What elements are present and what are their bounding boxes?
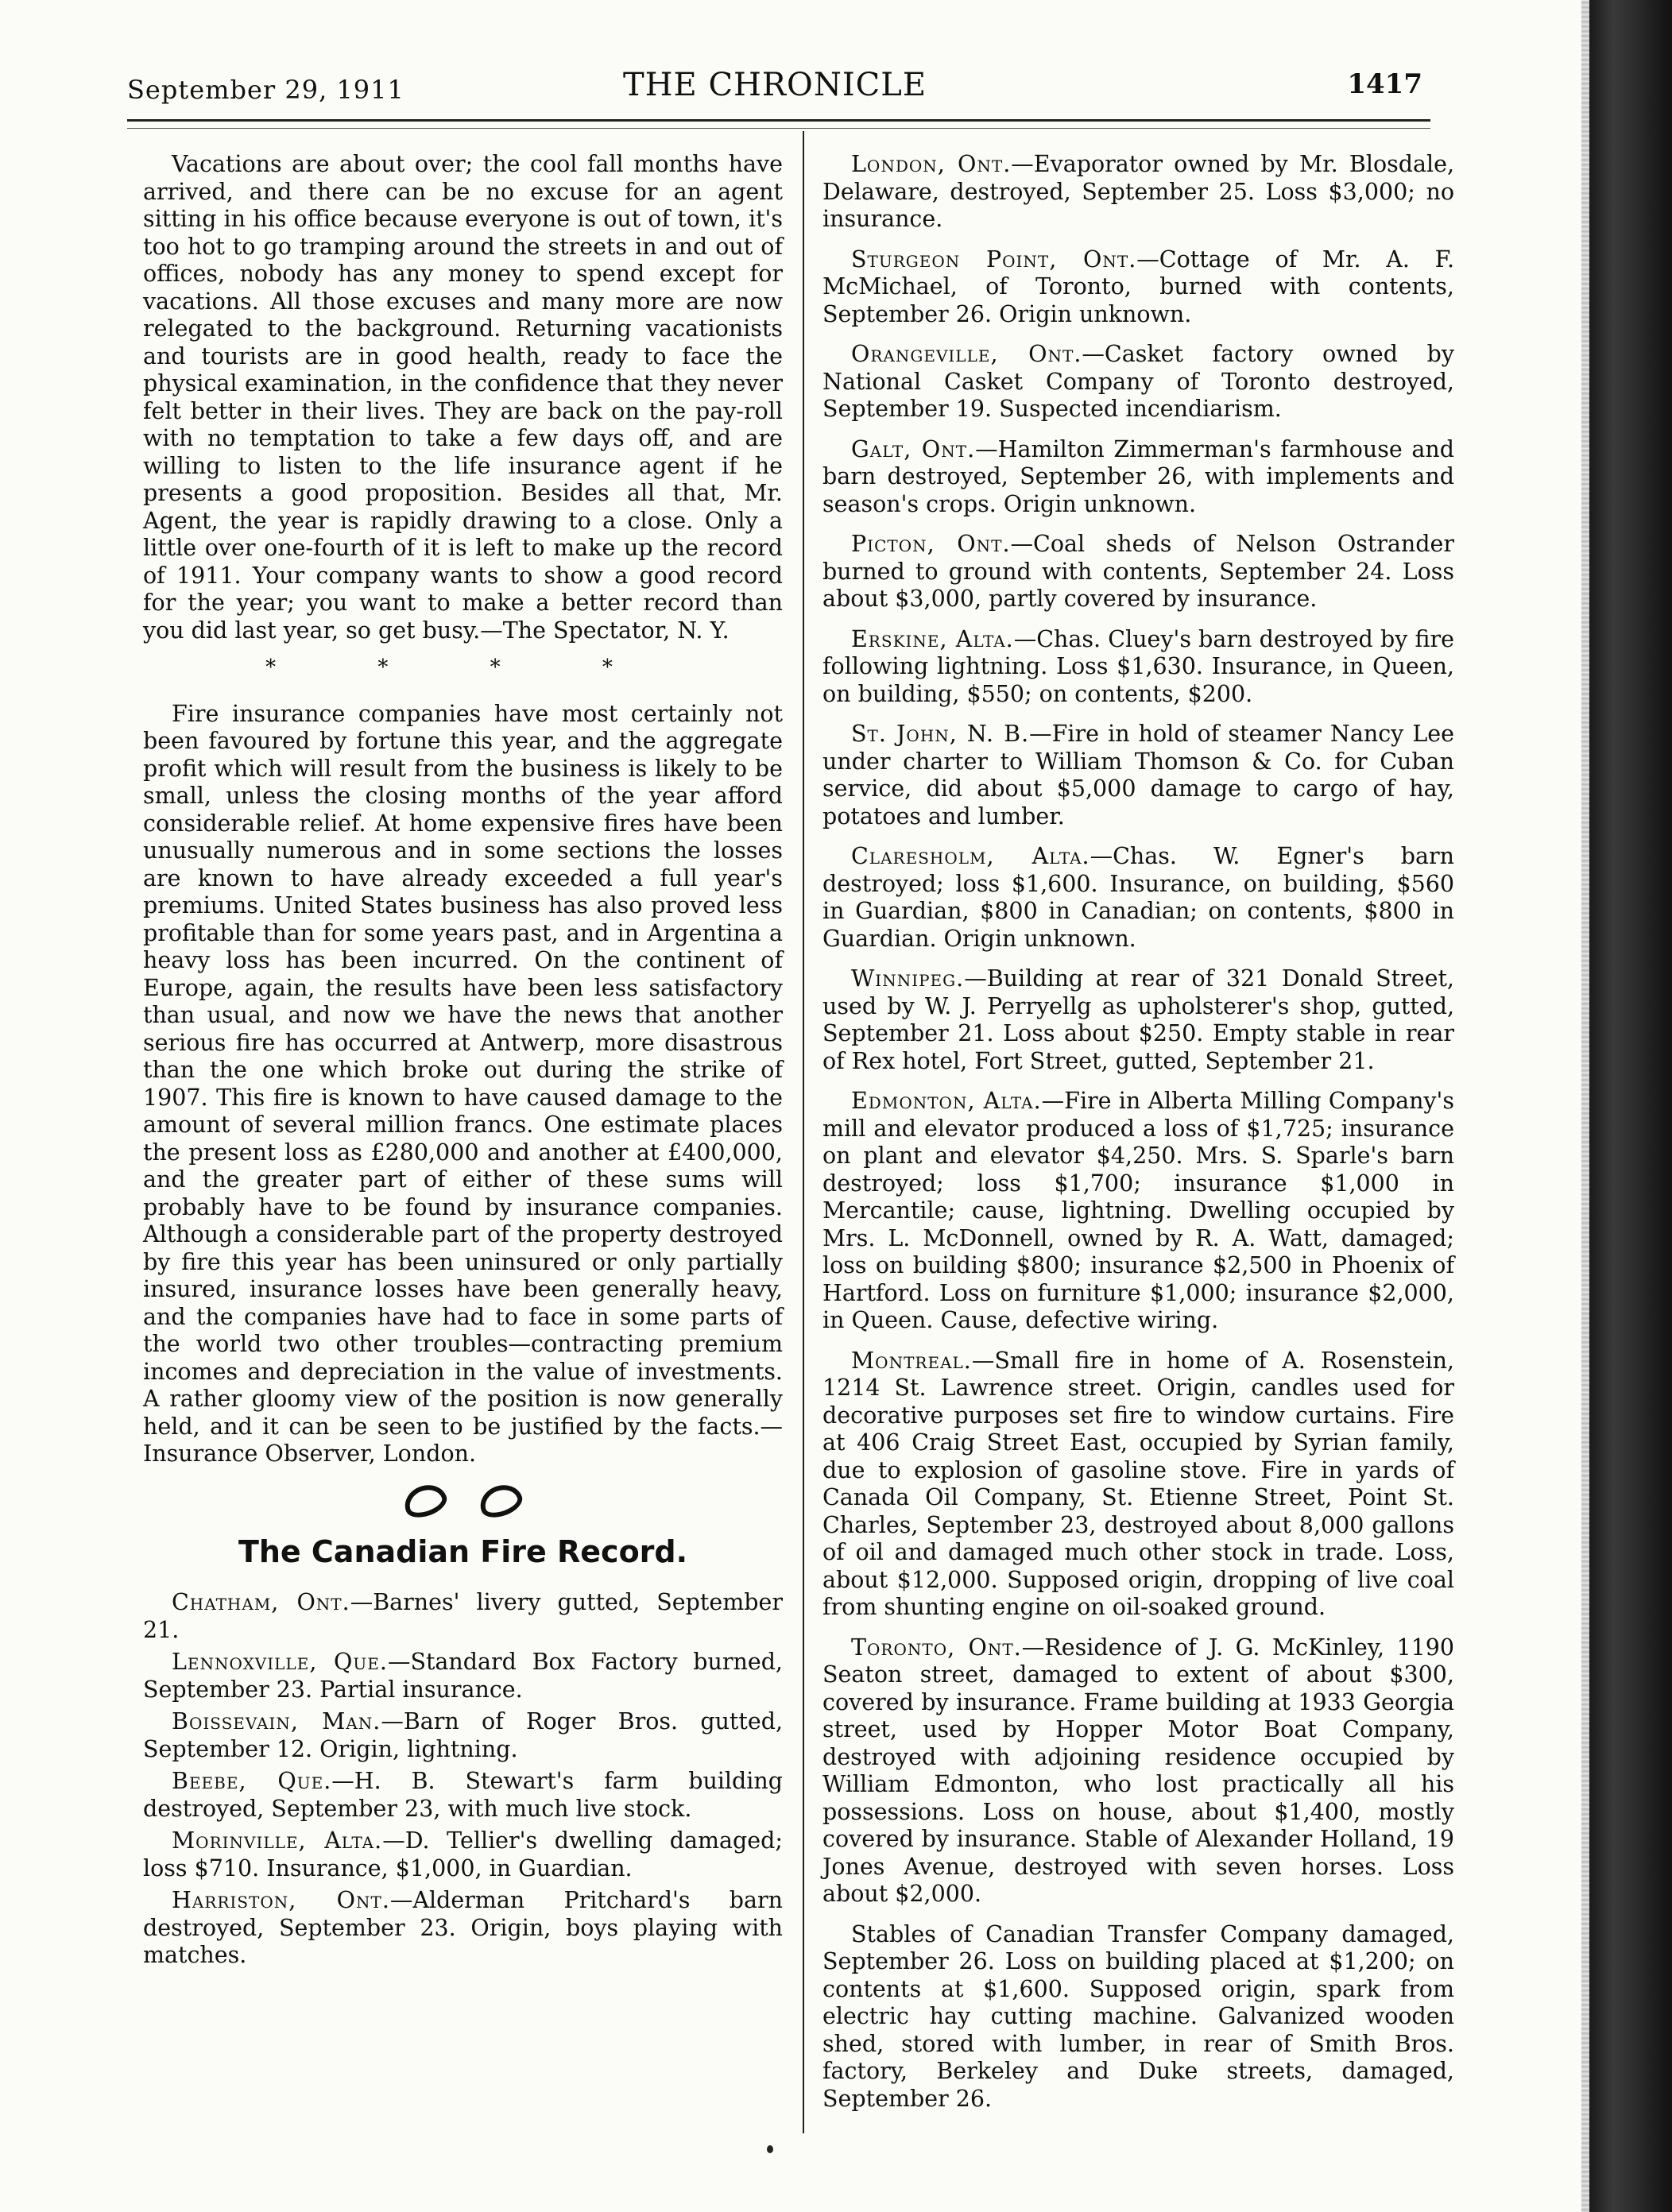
entry-text: —Alderman Pritchard's barn destroyed, September 23. Origin, boys playing with matches. — [143, 1887, 783, 1968]
entry-place: Morinville, Alta. — [172, 1827, 383, 1854]
fire-record-entry — [143, 1887, 783, 1970]
entry-text: —Hamilton Zimmerman's farmhouse and barn destroyed, September 26, with implements and season's crops. Origin unknown. — [822, 435, 1454, 517]
fire-record-entry — [822, 626, 1454, 709]
fire-record-entry — [822, 1634, 1454, 1908]
entry-text: —Standard Box Factory burned, September 23. Partial insurance. — [143, 1649, 783, 1703]
entry-place: Galt, Ont. — [851, 435, 976, 462]
entry-text: —Barnes' livery gutted, September 21. — [143, 1589, 783, 1643]
entry-text: —H. B. Stewart's farm building destroyed, September 23, with much live stock. — [143, 1768, 783, 1822]
entry-text: —Fire in Alberta Milling Company's mill and elevator produced a loss of $1,725; insurance on plant and elevator $4,250. Mrs. S. Sparle's barn destroyed; loss $1,700; insurance $1,000 in Mercantile; cause, lightning. Dwelling occupied by Mrs. L. McDonnell, owned by R. A. Watt, damaged; loss on building $800; insurance $2,500 in Phoenix of Hartford. Loss on furniture $1,000; insurance $2,000, in Queen. Cause, defective wiring. — [822, 1088, 1454, 1333]
fire-record-entry — [822, 246, 1454, 329]
entry-text: —D. Tellier's dwelling damaged; loss $710. Insurance, $1,000, in Guardian. — [143, 1827, 783, 1881]
section-stars: * * * * — [265, 655, 660, 679]
fire-record-entry — [143, 1589, 783, 1644]
header-rule — [127, 119, 1430, 129]
header-title: THE CHRONICLE — [622, 67, 927, 103]
article-fire-insurance: Fire insurance companies have most certainly not been favoured by fortune this year, and the aggregate profit which will result from the business is likely to be small, unless the closing months of the year afford considerable relief. At home expensive fires have been unusually numerous and in some sections the losses are known to have already exceeded a full year's premiums. United States business has also proved less profitable than for some years past, and in Argentina a heavy loss has been incurred. On the continent of Europe, again, the results have been less satisfactory than usual, and now we have the news that another serious fire has occurred at Antwerp, more disastrous than the one which broke out during the strike of 1907. This fire is known to have caused damage to the amount of several million francs. One estimate places the present loss as £280,000 and another at £400,000, and the greater part of either of these sums will probably have to be found by insurance companies. Although a considerable part of the property destroyed by fire this year has been uninsured or only partially insured, insurance losses have been generally heavy, and the companies have had to face in some parts of the world two other troubles—contracting premium incomes and depreciation in the value of investments. A rather gloomy view of the position is now generally held, and it can be seen to be justified by the facts.—Insurance Observer, London. — [143, 700, 783, 1467]
page-number: 1417 — [1347, 68, 1422, 100]
leaf-ornament-icon — [475, 1479, 526, 1522]
entry-text: —Building at rear of 321 Donald Street, used by W. J. Perryellg as upholsterer's shop, gutted, September 21. Loss about $250. Empty stable in rear of Rex hotel, Fort Street, gutted, September 21. — [822, 965, 1454, 1074]
entry-text: —Chas. Cluey's barn destroyed by fire following lightning. Loss $1,630. Insurance, in Queen, on building, $550; on contents, $200. — [822, 625, 1454, 707]
fire-record-entry — [822, 151, 1454, 234]
entry-text: Stables of Canadian Transfer Company damaged, September 26. Loss on building placed at $1,200; on contents at $1,600. Supposed origin, spark from electric hay cutting machine. Galvanized wooden shed, stored with lumber, in rear of Smith Bros. factory, Berkeley and Duke streets, damaged, September 26. — [822, 1920, 1454, 2112]
fire-record-entry — [143, 1827, 783, 1882]
fire-record-entry — [822, 843, 1454, 953]
column-divider — [803, 131, 804, 2133]
leaf-ornament-icon — [400, 1479, 451, 1522]
entry-place: St. John, N. B. — [851, 721, 1030, 747]
entry-text: —Fire in hold of steamer Nancy Lee under charter to William Thomson & Co. for Cuban service, did about $5,000 damage to cargo of hay, potatoes and lumber. — [822, 721, 1454, 830]
page-header — [127, 64, 1422, 111]
entry-place: Edmonton, Alta. — [851, 1088, 1042, 1114]
entry-place: Winnipeg. — [851, 965, 965, 992]
fire-record-entry — [822, 965, 1454, 1075]
entry-place: Boissevain, Man. — [172, 1708, 381, 1734]
fire-record-entry — [143, 1649, 783, 1703]
left-column — [143, 151, 783, 1974]
entry-place: Lennoxville, Que. — [172, 1649, 388, 1675]
fire-record-entry — [822, 341, 1454, 423]
fire-record-entry — [822, 1088, 1454, 1335]
fire-record-entry — [822, 1348, 1454, 1622]
entry-place: Toronto, Ont. — [851, 1634, 1022, 1661]
header-date: September 29, 1911 — [127, 75, 404, 105]
fire-record-entry — [143, 1768, 783, 1823]
entry-place: London, Ont. — [851, 151, 1012, 177]
entry-place: Chatham, Ont. — [172, 1589, 350, 1615]
entry-place: Montreal. — [851, 1347, 972, 1374]
entry-place: Erskine, Alta. — [851, 625, 1014, 652]
entry-text: —Cottage of Mr. A. F. McMichael, of Toronto, burned with contents, September 26. Origin unknown. — [822, 246, 1454, 327]
entry-text: —Coal sheds of Nelson Ostrander burned to ground with contents, September 24. Loss about $3,000, partly covered by insurance. — [822, 531, 1454, 612]
fire-record-entry — [822, 721, 1454, 830]
entry-text: —Evaporator owned by Mr. Blosdale, Delaware, destroyed, September 25. Loss $3,000; no insurance. — [822, 151, 1454, 232]
print-speck — [767, 2145, 773, 2153]
entry-place: Sturgeon Point, Ont. — [851, 246, 1137, 273]
book-binding — [1589, 0, 1672, 2212]
entry-place: Harriston, Ont. — [172, 1887, 390, 1913]
entry-text: —Casket factory owned by National Casket Company of Toronto destroyed, September 19. Suspected incendiarism. — [822, 341, 1454, 422]
entry-text: —Barn of Roger Bros. gutted, September 12. Origin, lightning. — [143, 1708, 784, 1762]
fire-record-entry — [822, 531, 1454, 613]
entry-place: Picton, Ont. — [851, 531, 1011, 557]
right-column — [822, 151, 1454, 2125]
entry-text: —Residence of J. G. McKinley, 1190 Seaton street, damaged to extent of about $300, covered by insurance. Frame building at 1933 Georgia street, used by Hopper Motor Boat Company, destroyed with adjoining residence occupied by William Edmonton, who lost practically all his possessions. Loss on house, about $1,400, mostly covered by insurance. Stable of Alexander Holland, 19 Jones Avenue, destroyed with seven horses. Loss about $2,000. — [822, 1634, 1454, 1907]
ornament-divider — [143, 1486, 783, 1522]
fire-record-entry — [822, 436, 1454, 519]
section-title: The Canadian Fire Record. — [238, 1533, 688, 1569]
article-vacations: Vacations are about over; the cool fall months have arrived, and there can be no excuse for an agent sitting in his office because everyone is out of town, it's too hot to go tramping around the streets in and out of offices, nobody has any money to spend except for vacations. All those excuses and many more are now relegated to the background. Returning vacationists and tourists are in good health, ready to face the physical examination, in the confidence that they never felt better in their lives. They are back on the pay-roll with no temptation to take a few days off, and are willing to listen to the life insurance agent if he presents a good proposition. Besides all that, Mr. Agent, the year is rapidly drawing to a close. Only a little over one-fourth of it is left to make up the record of 1911. Your company wants to show a good record for the year; you want to make a better record than you did last year, so get busy.—The Spectator, N. Y. — [143, 151, 783, 644]
entry-place: Beebe, Que. — [172, 1768, 332, 1794]
entry-place: Claresholm, Alta. — [851, 843, 1090, 869]
fire-record-entry — [143, 1708, 783, 1763]
entry-text: —Chas. W. Egner's barn destroyed; loss $1,600. Insurance, on building, $560 in Guardian, $800 in Canadian; on contents, $800 in Guardian. Origin unknown. — [822, 843, 1454, 952]
entry-place: Orangeville, Ont. — [851, 341, 1082, 367]
entry-text: —Small fire in home of A. Rosenstein, 1214 St. Lawrence street. Origin, candles used for decorative purposes set fire to window curtains. Fire at 406 Craig Street East, occupied by Syrian family, due to explosion of gasoline stove. Fire in yards of Canada Oil Company, St. Etienne Street, Point St. Charles, September 23, destroyed about 8,000 gallons of oil and damaged much other stock in trade. Loss, about $12,000. Supposed origin, dropping of live coal from shunting engine on oil-soaked ground. — [822, 1347, 1454, 1620]
fire-record-entry — [822, 1921, 1454, 2113]
